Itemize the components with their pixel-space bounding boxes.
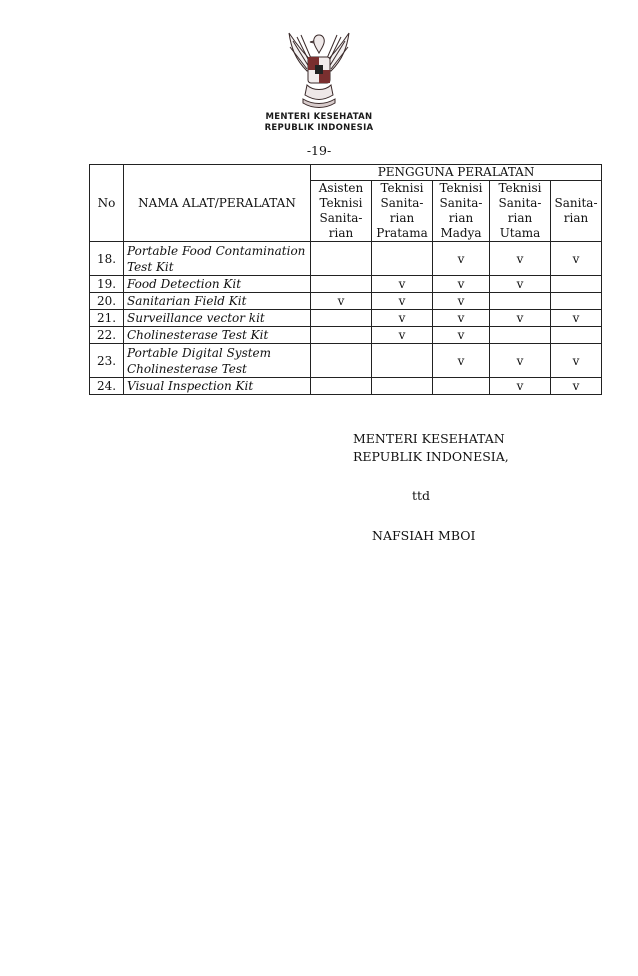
- equipment-name-line: Portable Digital System: [127, 345, 272, 360]
- equipment-name: [124, 378, 311, 395]
- usage-mark: v: [433, 344, 490, 378]
- usage-mark: v: [551, 310, 602, 327]
- header-role-line: Asisten: [318, 181, 364, 195]
- table-row: [90, 293, 602, 310]
- header-role-5: [551, 181, 602, 242]
- usage-mark: [311, 378, 372, 395]
- usage-mark: v: [433, 293, 490, 310]
- ministry-title-line1: MENTERI KESEHATAN: [265, 112, 373, 122]
- header-role-line: Sanita-: [380, 196, 424, 210]
- usage-mark: v: [490, 310, 551, 327]
- signature-ttd: ttd: [412, 488, 431, 503]
- usage-mark: v: [372, 327, 433, 344]
- header-equipment-name: NAMA ALAT/PERALATAN: [124, 165, 311, 242]
- row-number: 22.: [90, 327, 124, 344]
- header-role-4: [490, 181, 551, 242]
- usage-mark: v: [551, 344, 602, 378]
- usage-mark: [311, 344, 372, 378]
- equipment-name-line: Food Detection Kit: [127, 277, 242, 291]
- usage-mark: [551, 276, 602, 293]
- header-role-line: Sanita-: [439, 196, 483, 210]
- usage-mark: v: [490, 276, 551, 293]
- garuda-emblem-icon: [277, 27, 361, 111]
- usage-mark: [490, 293, 551, 310]
- header-role-3: [433, 181, 490, 242]
- usage-mark: v: [433, 327, 490, 344]
- usage-mark: v: [372, 310, 433, 327]
- header-role-line: Teknisi: [498, 181, 542, 195]
- usage-mark: [372, 242, 433, 276]
- header-role-line: Madya: [440, 226, 482, 240]
- row-number: 20.: [90, 293, 124, 310]
- table-row: [90, 378, 602, 395]
- header-role-line: rian: [328, 226, 354, 240]
- usage-mark: v: [490, 378, 551, 395]
- usage-mark: [551, 327, 602, 344]
- usage-mark: [490, 327, 551, 344]
- equipment-name-line: Surveillance vector kit: [127, 311, 265, 325]
- usage-mark: [372, 344, 433, 378]
- equipment-name: [124, 327, 311, 344]
- header-role-2: [372, 181, 433, 242]
- header-role-line: Sanita-: [319, 211, 363, 225]
- equipment-name: [124, 344, 311, 378]
- header-role-line: Sanita-: [498, 196, 542, 210]
- usage-mark: v: [433, 242, 490, 276]
- usage-mark: v: [372, 276, 433, 293]
- header-equipment-users: PENGGUNA PERALATAN: [311, 165, 602, 181]
- usage-mark: v: [490, 344, 551, 378]
- equipment-name-line: Cholinesterase Test Kit: [127, 328, 269, 342]
- usage-mark: v: [311, 293, 372, 310]
- usage-mark: v: [551, 242, 602, 276]
- signatory-name: NAFSIAH MBOI: [372, 528, 476, 543]
- header-role-line: Sanita-: [554, 196, 598, 210]
- header-no: No: [90, 165, 124, 242]
- table-row: [90, 310, 602, 327]
- page-number: -19-: [306, 143, 332, 158]
- header-role-line: rian: [389, 211, 415, 225]
- row-number: 24.: [90, 378, 124, 395]
- equipment-name: [124, 276, 311, 293]
- usage-mark: v: [490, 242, 551, 276]
- header-role-1: [311, 181, 372, 242]
- usage-mark: [551, 293, 602, 310]
- header-role-line: Utama: [499, 226, 541, 240]
- header-role-line: rian: [563, 211, 589, 225]
- row-number: 23.: [90, 344, 124, 378]
- usage-mark: [433, 378, 490, 395]
- equipment-name-line: Cholinesterase Test: [127, 361, 247, 376]
- header-role-line: Teknisi: [380, 181, 424, 195]
- usage-mark: v: [372, 293, 433, 310]
- equipment-name-line: Visual Inspection Kit: [127, 379, 254, 393]
- row-number: 19.: [90, 276, 124, 293]
- usage-mark: v: [433, 310, 490, 327]
- table-row: [90, 344, 602, 378]
- usage-mark: [311, 276, 372, 293]
- header-role-line: Pratama: [376, 226, 428, 240]
- signature-title-line2: REPUBLIK INDONESIA,: [353, 449, 509, 464]
- equipment-name-line: Portable Food Contamination: [127, 243, 306, 258]
- table-row: [90, 327, 602, 344]
- usage-mark: [311, 310, 372, 327]
- header-role-line: rian: [448, 211, 474, 225]
- equipment-name-line: Sanitarian Field Kit: [127, 294, 247, 308]
- table-row: [90, 276, 602, 293]
- equipment-name: [124, 242, 311, 276]
- equipment-name: [124, 310, 311, 327]
- header-role-line: rian: [507, 211, 533, 225]
- row-number: 18.: [90, 242, 124, 276]
- equipment-name-line: Test Kit: [127, 259, 174, 274]
- table-row: [90, 242, 602, 276]
- usage-mark: v: [433, 276, 490, 293]
- usage-mark: [311, 242, 372, 276]
- usage-mark: [372, 378, 433, 395]
- usage-mark: [311, 327, 372, 344]
- signature-title-line1: MENTERI KESEHATAN: [353, 431, 505, 446]
- header-role-line: Teknisi: [319, 196, 363, 210]
- equipment-table: [89, 164, 602, 395]
- equipment-name: [124, 293, 311, 310]
- row-number: 21.: [90, 310, 124, 327]
- ministry-title-line2: REPUBLIK INDONESIA: [264, 123, 374, 133]
- usage-mark: v: [551, 378, 602, 395]
- header-role-line: Teknisi: [439, 181, 483, 195]
